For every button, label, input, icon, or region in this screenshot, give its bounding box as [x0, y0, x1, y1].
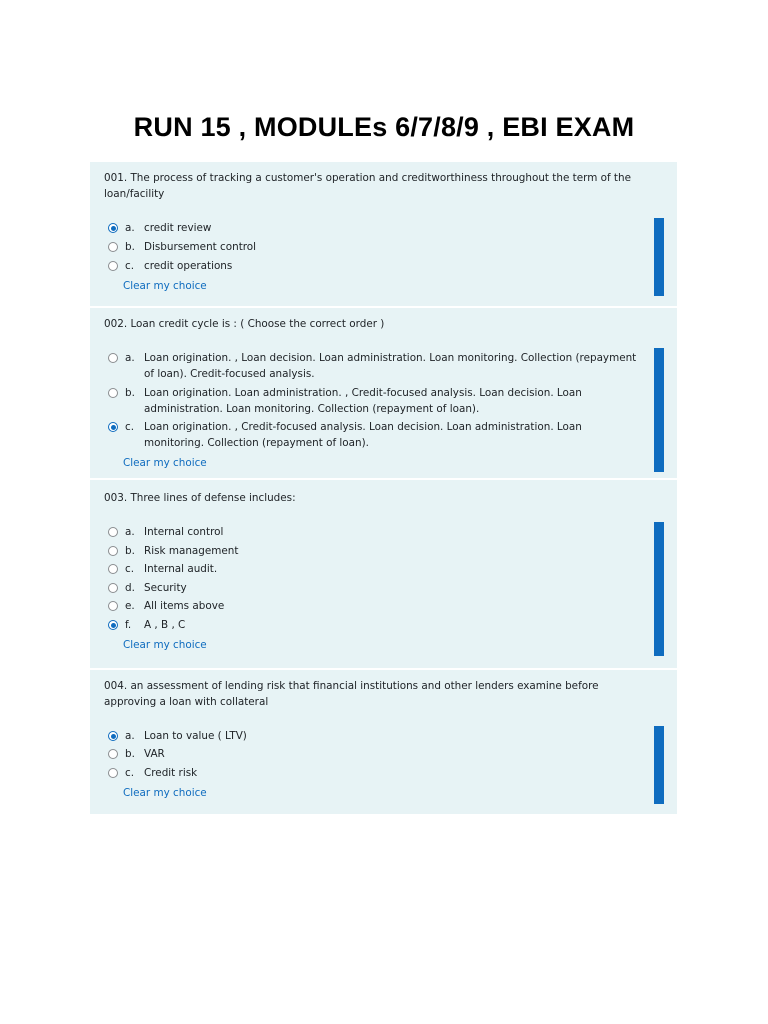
radio-checked-icon[interactable] — [108, 620, 118, 630]
question-text: 001. The process of tracking a customer's operation and creditworthiness throughout the term of the loan/facility — [104, 172, 631, 200]
scroll-indicator — [654, 348, 664, 472]
page-title: RUN 15 , MODULEs 6/7/8/9 , EBI EXAM — [133, 112, 635, 142]
radio-icon[interactable] — [108, 388, 118, 398]
option-text: Internal audit. — [144, 563, 218, 575]
option-letter: c. — [125, 563, 135, 575]
answer-option-b[interactable] — [108, 239, 638, 255]
radio-icon[interactable] — [108, 749, 118, 759]
option-letter: b. — [125, 748, 135, 760]
option-letter: a. — [125, 352, 135, 364]
option-text: Loan origination. , Loan decision. Loan administration. Loan monitoring. Collection (repayment of loan). Credit-focused analysis. — [144, 352, 637, 380]
answer-option-f[interactable] — [108, 617, 638, 633]
radio-checked-icon[interactable] — [108, 731, 118, 741]
option-letter: d. — [125, 582, 135, 594]
option-letter: c. — [125, 260, 135, 272]
answer-option-a[interactable] — [108, 728, 638, 744]
answer-option-b[interactable] — [108, 385, 638, 417]
question-text: 003. Three lines of defense includes: — [104, 492, 296, 504]
option-letter: b. — [125, 387, 135, 399]
option-text: credit operations — [144, 260, 233, 272]
option-letter: b. — [125, 241, 135, 253]
option-letter: a. — [125, 526, 135, 538]
scroll-indicator — [654, 522, 664, 656]
radio-icon[interactable] — [108, 242, 118, 252]
option-text: Internal control — [144, 526, 224, 538]
option-text: Loan to value ( LTV) — [144, 730, 247, 742]
option-letter: a. — [125, 730, 135, 742]
radio-icon[interactable] — [108, 353, 118, 363]
radio-checked-icon[interactable] — [108, 223, 118, 233]
answer-option-c[interactable] — [108, 419, 638, 451]
answer-option-a[interactable] — [108, 220, 638, 236]
clear-choice-link[interactable]: Clear my choice — [123, 787, 207, 799]
question-card-2 — [90, 308, 677, 478]
option-text: A , B , C — [144, 619, 186, 631]
option-text: credit review — [144, 222, 212, 234]
option-letter: e. — [125, 600, 135, 612]
option-letter: b. — [125, 545, 135, 557]
clear-choice-link[interactable]: Clear my choice — [123, 280, 207, 292]
option-letter: c. — [125, 421, 135, 433]
radio-icon[interactable] — [108, 261, 118, 271]
answer-option-e[interactable] — [108, 598, 638, 614]
answer-option-b[interactable] — [108, 543, 638, 559]
radio-icon[interactable] — [108, 546, 118, 556]
option-text: Disbursement control — [144, 241, 257, 253]
question-card-1 — [90, 162, 677, 306]
radio-icon[interactable] — [108, 601, 118, 611]
question-card-3 — [90, 480, 677, 668]
radio-icon[interactable] — [108, 768, 118, 778]
radio-icon[interactable] — [108, 583, 118, 593]
option-text: VAR — [144, 748, 165, 760]
question-text: 002. Loan credit cycle is : ( Choose the correct order ) — [104, 318, 385, 330]
answer-option-c[interactable] — [108, 258, 638, 274]
scroll-indicator — [654, 726, 664, 804]
answer-option-d[interactable] — [108, 580, 638, 596]
option-text: Loan origination. Loan administration. , Credit-focused analysis. Loan decision. Loan administration. Loan monitoring. Collection (repayment of loan). — [144, 387, 582, 415]
radio-icon[interactable] — [108, 527, 118, 537]
option-text: Loan origination. , Credit-focused analysis. Loan decision. Loan administration. Loan monitoring. Collection (repayment of loan). — [144, 421, 582, 449]
answer-option-c[interactable] — [108, 765, 638, 781]
clear-choice-link[interactable]: Clear my choice — [123, 639, 207, 651]
answer-option-c[interactable] — [108, 561, 638, 577]
radio-icon[interactable] — [108, 564, 118, 574]
option-text: Risk management — [144, 545, 239, 557]
option-text: Credit risk — [144, 767, 198, 779]
answer-option-b[interactable] — [108, 746, 638, 762]
option-letter: c. — [125, 767, 135, 779]
scroll-indicator — [654, 218, 664, 296]
clear-choice-link[interactable]: Clear my choice — [123, 457, 207, 469]
option-letter: f. — [125, 619, 132, 631]
question-text: 004. an assessment of lending risk that financial institutions and other lenders examine before approving a loan with collateral — [104, 680, 599, 708]
option-text: All items above — [144, 600, 225, 612]
option-text: Security — [144, 582, 187, 594]
radio-checked-icon[interactable] — [108, 422, 118, 432]
question-card-4 — [90, 670, 677, 814]
answer-option-a[interactable] — [108, 524, 638, 540]
answer-option-a[interactable] — [108, 350, 638, 382]
option-letter: a. — [125, 222, 135, 234]
